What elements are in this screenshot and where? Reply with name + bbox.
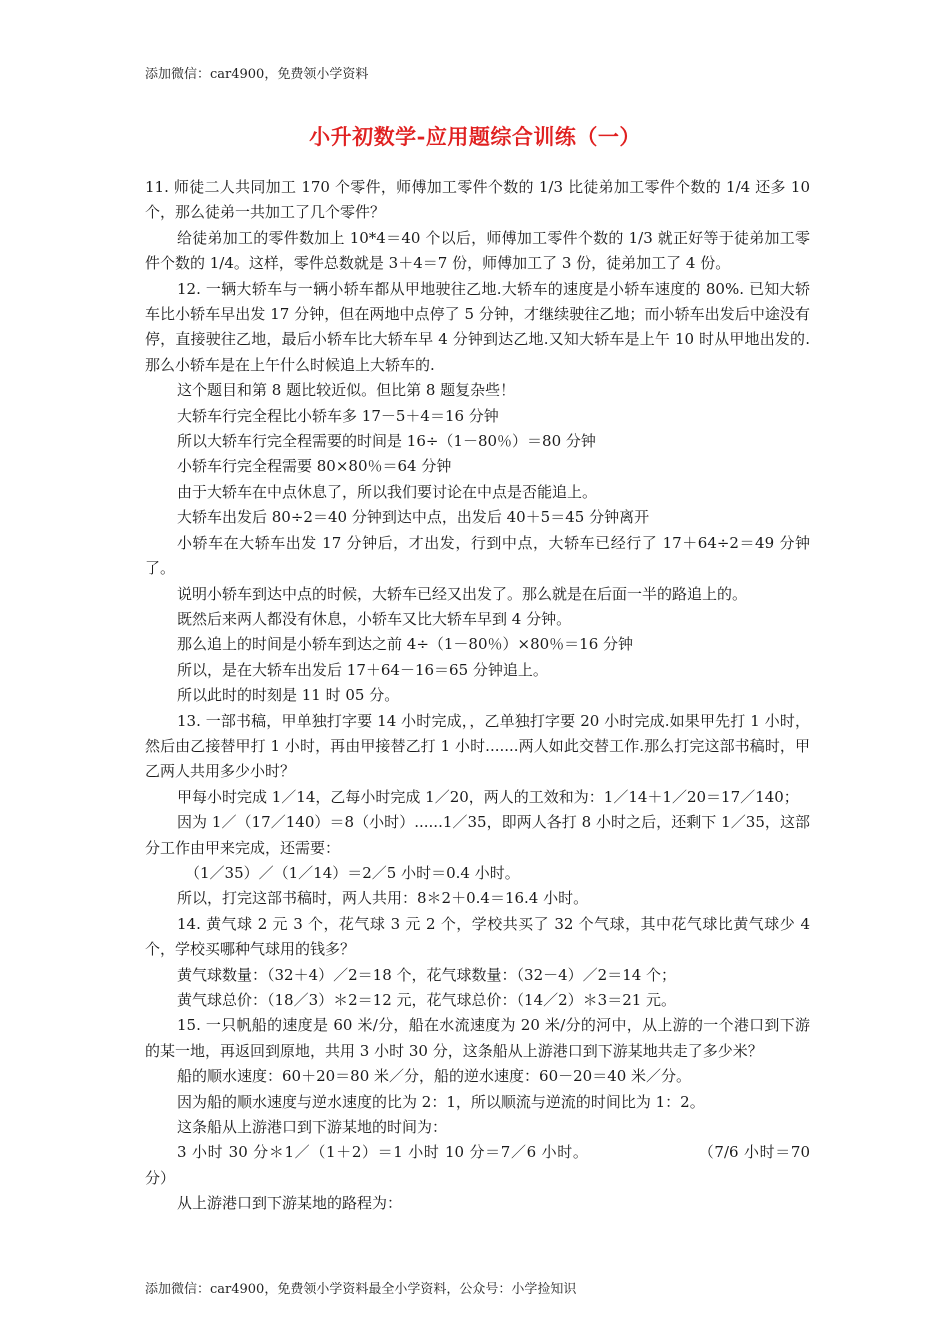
page-footer: 添加微信：car4900，免费领小学资料最全小学资料，公众号：小学捡知识 [145, 1282, 577, 1297]
paragraph: 给徒弟加工的零件数加上 10*4＝40 个以后，师傅加工零件个数的 1/3 就正好等于徒弟加工零件个数的 1/4。这样，零件总数就是 3＋4＝7 份，师傅加工了 3 份，徒弟加工了 4 份。 [145, 228, 810, 273]
paragraph: 大轿车行完全程比小轿车多 17－5＋4＝16 分钟 [177, 406, 499, 425]
paragraph: 15. 一只帆船的速度是 60 米/分，船在水流速度为 20 米/分的河中，从上游的一个港口到下游的某一地，再返回到原地，共用 3 小时 30 分，这条船从上游港口到下游某地共走了多少米？ [145, 1016, 810, 1060]
paragraph: 甲每小时完成 1／14，乙每小时完成 1／20，两人的工效和为：1／14＋1／20＝17／140； [177, 787, 799, 806]
paragraph: 3 小时 30 分＊1／（1＋2）＝1 小时 10 分＝7／6 小时。 （7/6 小时＝70 分） [145, 1143, 810, 1187]
paragraph: 既然后来两人都没有休息，小轿车又比大轿车早到 4 分钟。 [177, 609, 572, 628]
paragraph: 因为船的顺水速度与逆水速度的比为 2：1，所以顺流与逆流的时间比为 1：2。 [177, 1092, 705, 1111]
paragraph: 11. 师徒二人共同加工 170 个零件，师傅加工零件个数的 1/3 比徒弟加工零件个数的 1/4 还多 10 个，那么徒弟一共加工了几个零件？ [145, 178, 810, 222]
paragraph: 大轿车出发后 80÷2＝40 分钟到达中点，出发后 40＋5＝45 分钟离开 [177, 508, 650, 527]
paragraph: 说明小轿车到达中点的时候，大轿车已经又出发了。那么就是在后面一半的路追上的。 [177, 584, 748, 603]
paragraph: 黄气球总价：（18／3）＊2＝12 元，花气球总价：（14／2）＊3＝21 元。 [177, 991, 677, 1009]
paragraph: 船的顺水速度：60＋20＝80 米／分，船的逆水速度：60－20＝40 米／分。 [177, 1067, 692, 1086]
paragraph: 所以，打完这部书稿时，两人共用：8＊2＋0.4＝16.4 小时。 [177, 889, 589, 908]
paragraph: （1／35）／（1／14）＝2／5 小时＝0.4 小时。 [185, 863, 520, 882]
paragraph: 14. 黄气球 2 元 3 个，花气球 3 元 2 个，学校共买了 32 个气球，其中花气球比黄气球少 4 个，学校买哪种气球用的钱多？ [145, 914, 810, 959]
paragraph: 因为 1／（17／140）＝8（小时）......1／35，即两人各打 8 小时之后，还剩下 1／35，这部分工作由甲来完成，还需要： [145, 813, 810, 857]
paragraph: 所以，是在大轿车出发后 17＋64－16＝65 分钟追上。 [177, 660, 548, 679]
paragraph: 所以此时的时刻是 11 时 05 分。 [177, 686, 400, 705]
paragraph: 这条船从上游港口到下游某地的时间为： [177, 1118, 448, 1137]
paragraph: 所以大轿车行完全程需要的时间是 16÷（1－80％）＝80 分钟 [177, 432, 596, 451]
paragraph: 这个题目和第 8 题比较近似。但比第 8 题复杂些！ [177, 381, 516, 400]
page-header: 添加微信：car4900，免费领小学资料 [145, 67, 369, 82]
paragraph: 小轿车在大轿车出发 17 分钟后，才出发，行到中点，大轿车已经行了 17＋64÷2＝49 分钟了。 [145, 533, 810, 578]
document-title: 小升初数学-应用题综合训练（一） [309, 124, 641, 149]
paragraph: 13. 一部书稿，甲单独打字要 14 小时完成，，乙单独打字要 20 小时完成.如果甲先打 1 小时，然后由乙接替甲打 1 小时，再由甲接替乙打 1 小时.......两人如此交替工作.那么打完这部书稿时，甲乙两人共用多少小时？ [145, 711, 810, 781]
paragraph: 黄气球数量：（32＋4）／2＝18 个，花气球数量：（32－4）／2＝14 个； [177, 965, 677, 984]
document-body [145, 175, 810, 1217]
paragraph: 那么追上的时间是小轿车到达之前 4÷（1－80％）×80％＝16 分钟 [177, 635, 634, 654]
paragraph: 小轿车行完全程需要 80×80％＝64 分钟 [177, 457, 452, 476]
paragraph: 由于大轿车在中点休息了，所以我们要讨论在中点是否能追上。 [177, 482, 598, 501]
paragraph: 从上游港口到下游某地的路程为： [177, 1194, 403, 1213]
paragraph: 12. 一辆大轿车与一辆小轿车都从甲地驶往乙地.大轿车的速度是小轿车速度的 80%. 已知大轿车比小轿车早出发 17 分钟，但在两地中点停了 5 分钟，才继续驶往乙地；而小轿车出发后中途没有停，直接驶往乙地，最后小轿车比大轿车早 4 分钟到达乙地.又知大轿车是上午 10 时从甲地出发的.那么小轿车是在上午什么时候追上大轿车的. [145, 279, 810, 374]
